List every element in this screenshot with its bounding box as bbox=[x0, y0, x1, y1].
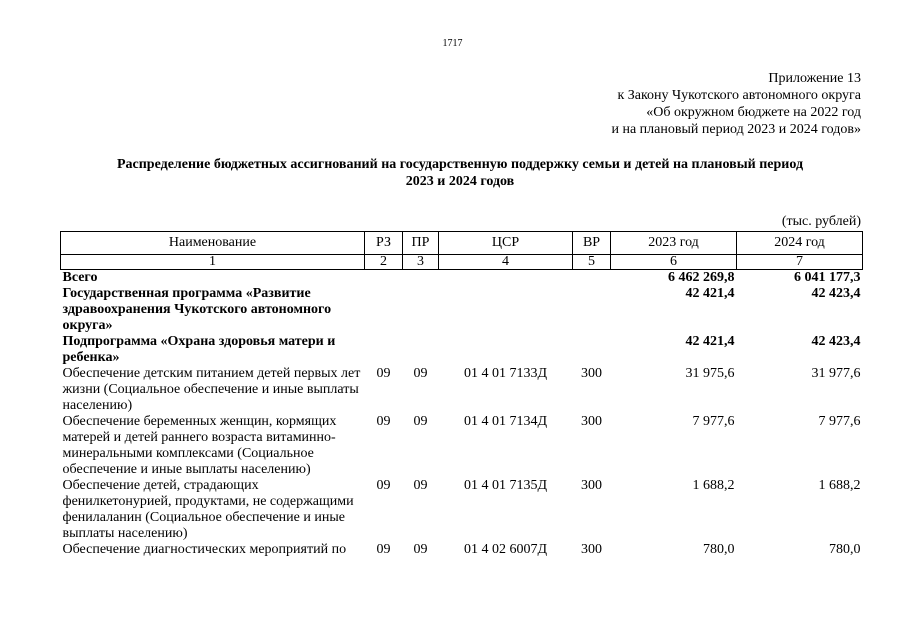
row-csr: 01 4 01 7135Д bbox=[463, 478, 548, 493]
row-pr: 09 bbox=[413, 414, 428, 429]
row-name: Подпрограмма «Охрана здоровья матери и ребенка» bbox=[62, 334, 336, 365]
row-csr: 01 4 01 7133Д bbox=[463, 366, 548, 381]
appendix-line: Приложение 13 bbox=[768, 71, 861, 86]
document-title-line: Распределение бюджетных ассигнований на государственную поддержку семьи и детей на плановый период bbox=[116, 157, 804, 172]
appendix-line: к Закону Чукотского автономного округа bbox=[617, 88, 861, 103]
column-number: 4 bbox=[439, 255, 573, 270]
row-rz bbox=[365, 334, 403, 366]
budget-table bbox=[60, 231, 863, 558]
row-rz: 09 bbox=[376, 414, 391, 429]
row-pr bbox=[403, 334, 439, 366]
document-title-line: 2023 и 2024 годов bbox=[405, 174, 515, 189]
row-amount-2024: 7 977,6 bbox=[818, 414, 861, 429]
row-name: Обеспечение детским питанием детей первых лет жизни (Социальное обеспечение и иные выплаты населению) bbox=[62, 366, 361, 413]
row-amount-2024: 780,0 bbox=[829, 542, 861, 557]
header-name: Наименование bbox=[61, 232, 365, 255]
row-amount-2024: 1 688,2 bbox=[818, 478, 861, 493]
row-rz bbox=[365, 270, 403, 287]
column-number: 5 bbox=[573, 255, 611, 270]
row-vr: 300 bbox=[581, 366, 602, 381]
row-vr bbox=[573, 270, 611, 287]
row-vr: 300 bbox=[581, 414, 602, 429]
column-number: 7 bbox=[737, 255, 863, 270]
table-row bbox=[61, 478, 863, 542]
header-csr: ЦСР bbox=[439, 232, 573, 255]
row-amount-2023: 1 688,2 bbox=[692, 478, 735, 493]
header-2024: 2024 год bbox=[737, 232, 863, 255]
header-rz: РЗ bbox=[365, 232, 403, 255]
row-amount-2023: 6 462 269,8 bbox=[668, 270, 735, 285]
row-amount-2023: 42 421,4 bbox=[685, 286, 735, 301]
row-rz: 09 bbox=[376, 366, 391, 381]
row-amount-2023: 780,0 bbox=[703, 542, 735, 557]
row-amount-2024: 31 977,6 bbox=[811, 366, 861, 381]
row-amount-2023: 42 421,4 bbox=[685, 334, 735, 349]
row-rz: 09 bbox=[376, 478, 391, 493]
table-row-total bbox=[61, 270, 863, 287]
row-pr bbox=[403, 286, 439, 334]
row-name: Государственная программа «Развитие здравоохранения Чукотского автономного округа» bbox=[62, 286, 332, 333]
row-rz bbox=[365, 286, 403, 334]
document-title bbox=[60, 156, 860, 190]
header-vr: ВР bbox=[573, 232, 611, 255]
table-row bbox=[61, 414, 863, 478]
column-number: 6 bbox=[611, 255, 737, 270]
row-amount-2024: 6 041 177,3 bbox=[794, 270, 861, 285]
row-name: Всего bbox=[62, 270, 98, 285]
row-vr: 300 bbox=[581, 478, 602, 493]
row-name: Обеспечение беременных женщин, кормящих матерей и детей раннего возраста витаминно-минеральными комплексами (Социальное обеспечение и иные выплаты населению) bbox=[62, 414, 337, 477]
row-csr bbox=[439, 270, 573, 287]
table-row-program bbox=[61, 286, 863, 334]
column-number: 3 bbox=[403, 255, 439, 270]
header-pr: ПР bbox=[403, 232, 439, 255]
header-2023: 2023 год bbox=[611, 232, 737, 255]
row-csr: 01 4 01 7134Д bbox=[463, 414, 548, 429]
row-vr bbox=[573, 286, 611, 334]
row-csr bbox=[439, 286, 573, 334]
unit-note: (тыс. рублей) bbox=[781, 214, 861, 229]
row-amount-2024: 42 423,4 bbox=[811, 334, 861, 349]
row-name: Обеспечение детей, страдающих фенилкетонурией, продуктами, не содержащими фенилаланин (Социальное обеспечение и иные выплаты населению) bbox=[62, 478, 354, 541]
column-number: 2 bbox=[365, 255, 403, 270]
row-csr: 01 4 02 6007Д bbox=[463, 542, 548, 557]
table-row-subprogram bbox=[61, 334, 863, 366]
row-csr bbox=[439, 334, 573, 366]
table-row bbox=[61, 542, 863, 558]
row-amount-2023: 7 977,6 bbox=[692, 414, 735, 429]
row-pr: 09 bbox=[413, 478, 428, 493]
table-column-numbers-row bbox=[61, 255, 863, 270]
table-header-row bbox=[61, 232, 863, 255]
row-amount-2023: 31 975,6 bbox=[685, 366, 735, 381]
row-rz: 09 bbox=[376, 542, 391, 557]
appendix-line: и на плановый период 2023 и 2024 годов» bbox=[611, 122, 861, 137]
row-amount-2024: 42 423,4 bbox=[811, 286, 861, 301]
row-vr: 300 bbox=[581, 542, 602, 557]
row-pr bbox=[403, 270, 439, 287]
appendix-reference bbox=[611, 70, 861, 138]
row-vr bbox=[573, 334, 611, 366]
column-number: 1 bbox=[61, 255, 365, 270]
appendix-line: «Об окружном бюджете на 2022 год bbox=[646, 105, 861, 120]
table-row bbox=[61, 366, 863, 414]
row-name: Обеспечение диагностических мероприятий по bbox=[62, 542, 347, 557]
row-pr: 09 bbox=[413, 366, 428, 381]
row-pr: 09 bbox=[413, 542, 428, 557]
page-number: 1717 bbox=[442, 38, 463, 49]
